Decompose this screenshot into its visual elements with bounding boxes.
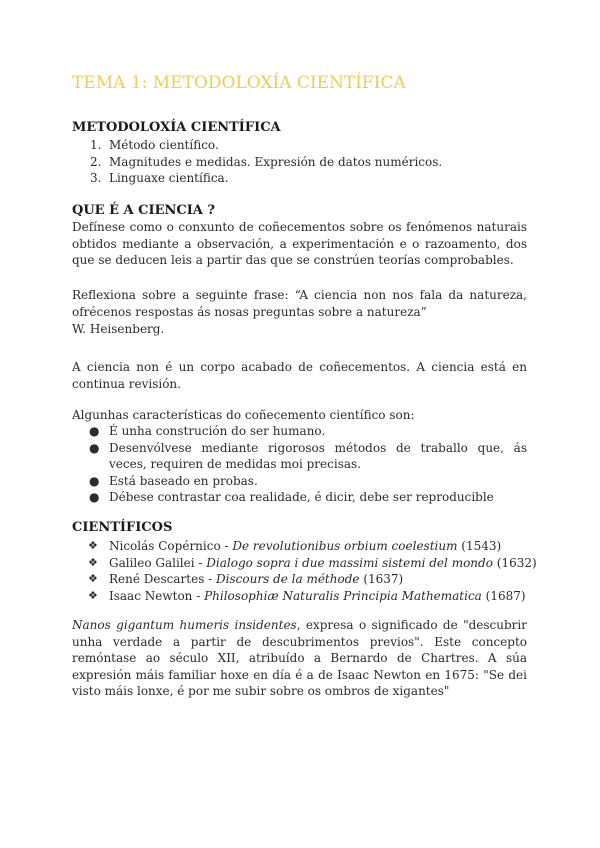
definition-paragraph: Defínese como o conxunto de coñecementos sobre os fenómenos naturais obtidos mediante a observación, a experimentación e o razoamento, dos que se deducen leis a partir das que se constrúen teorías comprobables.: [72, 220, 527, 267]
list-item: ❖ Nicolás Copérnico - De revolutionibus orbium coelestium (1543): [88, 539, 502, 553]
bullet-icon: ●: [89, 490, 100, 504]
list-item: 1. Método científico.: [90, 138, 219, 152]
topics-list: [72, 137, 532, 187]
list-item: ❖ Galileo Galilei - Dialogo sopra i due massimi sistemi del mondo (1632): [88, 555, 537, 570]
diamond-bullet-icon: ❖: [88, 572, 98, 585]
list-item: ❖ Isaac Newton - Philosophiæ Naturalis Principia Mathematica (1687): [88, 588, 526, 603]
bullet-icon: ●: [89, 424, 100, 438]
diamond-bullet-icon: ❖: [88, 539, 98, 552]
list-item: ❖ René Descartes - Discours de la méthode (1637): [88, 572, 404, 586]
list-item: ● Desenvólvese mediante rigorosos métodos de traballo que, ás veces, requiren de medidas moi precisas.: [89, 440, 527, 471]
section-heading-metodoloxia: METODOLOXÍA CIENTÍFICA: [72, 120, 281, 135]
bullet-icon: ●: [89, 473, 100, 488]
list-item: ● É unha construción do ser humano.: [89, 424, 326, 438]
list-item: 2. Magnitudes e medidas. Expresión de datos numéricos.: [90, 154, 443, 169]
list-item: ● Está baseado en probas.: [89, 473, 258, 488]
closing-paragraph: Nanos gigantum humeris insidentes, expresa o significado de "descubrir unha verdade a partir de descubrimentos previos". Este concepto remóntase ao século XII, atribuído a Bernardo de Chartres. A súa expresión máis familiar hoxe en día é a de Isaac Newton en 1675: "Se dei visto máis lonxe, é por me subir sobre os ombros de xigantes": [72, 618, 527, 698]
section-heading-cientificos: CIENTÍFICOS: [72, 520, 173, 535]
diamond-bullet-icon: ❖: [88, 555, 98, 569]
list-item: 3. Linguaxe científica.: [90, 171, 229, 185]
scientists-list: [72, 538, 542, 604]
list-item: ● Débese contrastar coa realidade, é dicir, debe ser reproducible: [89, 490, 494, 504]
quote-author: W. Heisenberg.: [72, 322, 165, 336]
characteristics-list: [72, 423, 527, 506]
diamond-bullet-icon: ❖: [88, 588, 98, 602]
bullet-icon: ●: [89, 440, 100, 455]
characteristics-intro: Algunhas características do coñecemento científico son:: [72, 408, 415, 422]
section-heading-que-e-a-ciencia: QUE É A CIENCIA ?: [72, 203, 216, 218]
revision-paragraph: A ciencia non é un corpo acabado de coñecementos. A ciencia está en continua revisión.: [72, 360, 527, 391]
page-title: TEMA 1: METODOLOXÍA CIENTÍFICA: [72, 73, 406, 93]
reflection-paragraph: Reflexiona sobre a seguinte frase: “A ciencia non nos fala da natureza, ofrécenos respostas ás nosas preguntas sobre a natureza”: [72, 288, 527, 319]
latin-phrase: Nanos gigantum humeris insidentes: [72, 618, 297, 632]
